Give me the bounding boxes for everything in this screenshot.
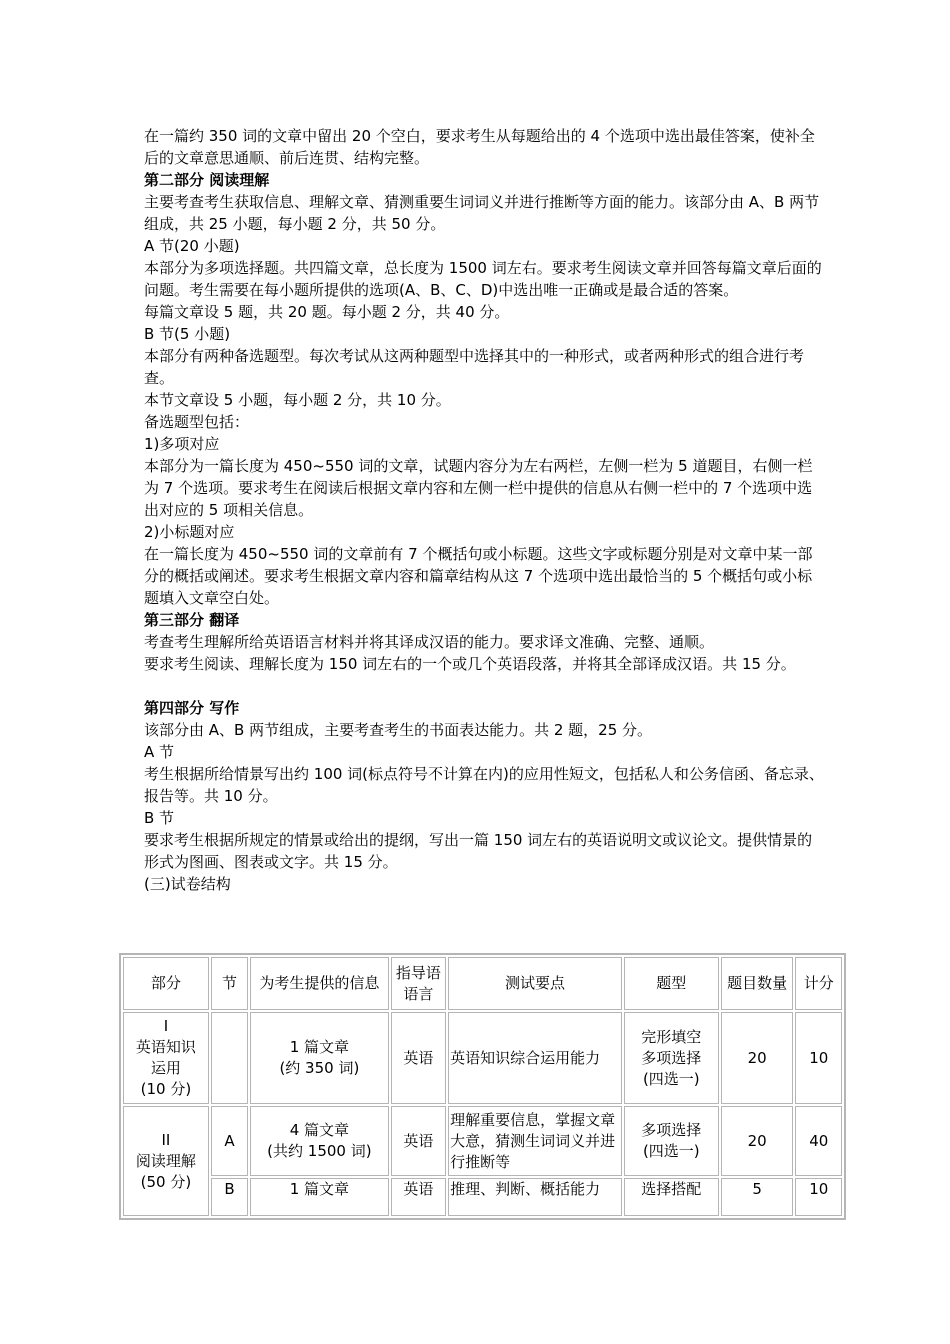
paragraph: 1)多项对应 bbox=[144, 435, 220, 453]
lang-cell: 英语 bbox=[391, 1012, 447, 1104]
lang-cell: 英语 bbox=[391, 1106, 447, 1176]
header-cell: 题型 bbox=[624, 957, 719, 1010]
point-cell: 英语知识综合运用能力 bbox=[448, 1012, 622, 1104]
paragraph: 本部分为多项选择题。共四篇文章，总长度为 1500 词左右。要求考生阅读文章并回答每篇文章后面的问题。考生需要在每小题所提供的选项(A、B、C、D)中选出唯一正确或是最合适的答案。 bbox=[144, 259, 822, 299]
table-row bbox=[123, 1178, 842, 1216]
exam-structure-table bbox=[119, 953, 846, 1220]
paragraph: 本节文章设 5 小题，每小题 2 分，共 10 分。 bbox=[144, 391, 451, 409]
document-body bbox=[144, 125, 824, 895]
count-cell: 20 bbox=[721, 1106, 794, 1176]
type-cell: 选择搭配 bbox=[624, 1178, 719, 1216]
section-cell: B bbox=[211, 1178, 248, 1216]
section-heading: 第三部分 翻译 bbox=[144, 611, 240, 629]
count-cell: 5 bbox=[721, 1178, 794, 1216]
info-cell: 1 篇文章 bbox=[250, 1178, 388, 1216]
paragraph: 本部分有两种备选题型。每次考试从这两种题型中选择其中的一种形式，或者两种形式的组合进行考查。 bbox=[144, 347, 805, 387]
section-heading: 第二部分 阅读理解 bbox=[144, 171, 270, 189]
header-cell: 部分 bbox=[123, 957, 209, 1010]
paragraph: 要求考生根据所规定的情景或给出的提纲，写出一篇 150 词左右的英语说明文或议论文。提供情景的形式为图画、图表或文字。共 15 分。 bbox=[144, 831, 813, 871]
header-cell: 节 bbox=[211, 957, 248, 1010]
paragraph: B 节 bbox=[144, 809, 175, 827]
score-cell: 40 bbox=[795, 1106, 842, 1176]
point-cell: 推理、判断、概括能力 bbox=[448, 1178, 622, 1216]
paragraph: 在一篇约 350 词的文章中留出 20 个空白，要求考生从每题给出的 4 个选项中选出最佳答案，使补全后的文章意思通顺、前后连贯、结构完整。 bbox=[144, 127, 815, 167]
part-cell: II 阅读理解 (50 分) bbox=[123, 1106, 209, 1216]
section-heading: 第四部分 写作 bbox=[144, 699, 240, 717]
info-cell: 1 篇文章 (约 350 词) bbox=[250, 1012, 388, 1104]
score-cell: 10 bbox=[795, 1178, 842, 1216]
info-cell: 4 篇文章 (共约 1500 词) bbox=[250, 1106, 388, 1176]
header-cell: 计分 bbox=[795, 957, 842, 1010]
score-cell: 10 bbox=[795, 1012, 842, 1104]
paragraph: 2)小标题对应 bbox=[144, 523, 235, 541]
paragraph: 在一篇长度为 450~550 词的文章前有 7 个概括句或小标题。这些文字或标题分别是对文章中某一部分的概括或阐述。要求考生根据文章内容和篇章结构从这 7 个选项中选出最恰当的 5 个概括句或小标题填入文章空白处。 bbox=[144, 545, 813, 607]
paragraph: 每篇文章设 5 题，共 20 题。每小题 2 分，共 40 分。 bbox=[144, 303, 510, 321]
paragraph: 要求考生阅读、理解长度为 150 词左右的一个或几个英语段落，并将其全部译成汉语。共 15 分。 bbox=[144, 655, 796, 673]
table-row bbox=[123, 1012, 842, 1104]
paragraph: 备选题型包括： bbox=[144, 413, 250, 431]
type-cell: 多项选择 (四选一) bbox=[624, 1106, 719, 1176]
table-header-row bbox=[123, 957, 842, 1010]
header-cell: 测试要点 bbox=[448, 957, 622, 1010]
table-row bbox=[123, 1106, 842, 1176]
paragraph: B 节(5 小题) bbox=[144, 325, 231, 343]
count-cell: 20 bbox=[721, 1012, 794, 1104]
section-text-2 bbox=[144, 697, 824, 895]
paragraph: A 节 bbox=[144, 743, 175, 761]
paragraph: A 节(20 小题) bbox=[144, 237, 240, 255]
section-cell: A bbox=[211, 1106, 248, 1176]
paragraph: (三)试卷结构 bbox=[144, 875, 231, 893]
paragraph: 考查考生理解所给英语语言材料并将其译成汉语的能力。要求译文准确、完整、通顺。 bbox=[144, 633, 715, 651]
header-cell: 题目数量 bbox=[721, 957, 794, 1010]
part-cell: I 英语知识 运用 (10 分) bbox=[123, 1012, 209, 1104]
exam-structure-table-wrapper bbox=[119, 953, 846, 1220]
type-cell: 完形填空 多项选择 (四选一) bbox=[624, 1012, 719, 1104]
paragraph: 考生根据所给情景写出约 100 词(标点符号不计算在内)的应用性短文，包括私人和公务信函、备忘录、报告等。共 10 分。 bbox=[144, 765, 824, 805]
blank-line bbox=[144, 675, 824, 697]
section-text-1 bbox=[144, 125, 824, 675]
section-cell bbox=[211, 1012, 248, 1104]
lang-cell: 英语 bbox=[391, 1178, 447, 1216]
paragraph: 该部分由 A、B 两节组成，主要考查考生的书面表达能力。共 2 题，25 分。 bbox=[144, 721, 653, 739]
header-cell: 指导语语言 bbox=[391, 957, 447, 1010]
point-cell: 理解重要信息，掌握文章大意，猜测生词词义并进行推断等 bbox=[448, 1106, 622, 1176]
paragraph: 主要考查考生获取信息、理解文章、猜测重要生词词义并进行推断等方面的能力。该部分由 A、B 两节组成，共 25 小题，每小题 2 分，共 50 分。 bbox=[144, 193, 820, 233]
paragraph: 本部分为一篇长度为 450~550 词的文章，试题内容分为左右两栏，左侧一栏为 5 道题目，右侧一栏为 7 个选项。要求考生在阅读后根据文章内容和左侧一栏中提供的信息从右侧一栏中的 7 个选项中选出对应的 5 项相关信息。 bbox=[144, 457, 813, 519]
header-cell: 为考生提供的信息 bbox=[250, 957, 388, 1010]
